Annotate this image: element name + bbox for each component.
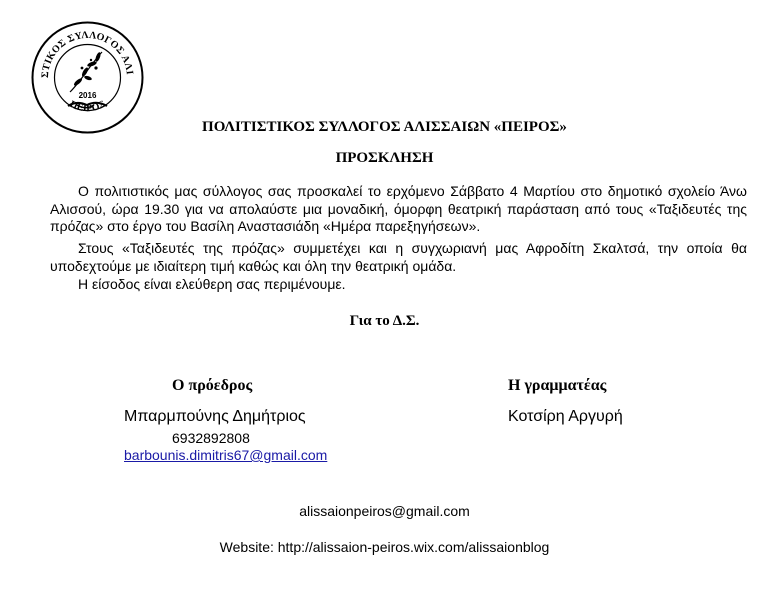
club-email: alissaionpeiros@gmail.com <box>299 503 470 519</box>
organization-title: ΠΟΛΙΤΙΣΤΙΚΟΣ ΣΥΛΛΟΓΟΣ ΑΛΙΣΣΑΙΩΝ «ΠΕΙΡΟΣ» <box>202 119 567 135</box>
board-signature: Για το Δ.Σ. <box>349 313 420 329</box>
olive-branch-handshake-seal-icon <box>30 20 145 135</box>
logo-ring-text: ΣΤΙΚΟΣ ΣΥΛΛΟΓΟΣ ΑΛΙ <box>39 29 135 79</box>
president-heading: Ο πρόεδρος <box>172 377 253 394</box>
logo-year: 2016 <box>78 91 97 100</box>
document-title: ΠΡΟΣΚΛΗΣΗ <box>335 150 434 166</box>
secretary-name: Κοτσίρη Αργυρή <box>508 408 623 425</box>
president-email-link[interactable]: barbounis.dimitris67@gmail.com <box>124 447 328 463</box>
president-name: Μπαρμπούνης Δημήτριος <box>124 408 306 425</box>
participant-paragraph: Στους «Ταξιδευτές της πρόζας» συμμετέχει και η συγχωριανή μας Αφροδίτη Σκαλτσά, την οποία θα υποδεχτούμε με ιδιαίτερη τιμή καθώς και όλη την θεατρική ομάδα. <box>50 240 747 274</box>
club-logo <box>30 20 145 135</box>
entry-paragraph: Η είσοδος είναι ελεύθερη σας περιμένουμε. <box>78 276 346 292</box>
president-phone: 6932892808 <box>172 430 250 446</box>
invitation-paragraph: Ο πολιτιστικός μας σύλλογος σας προσκαλεί το ερχόμενο Σάββατο 4 Μαρτίου στο δημοτικό σχολείο Άνω Αλισσού, ώρα 19.30 για να απολαύστε μια μοναδική, όμορφη θεατρική παράσταση από τους «Ταξιδευτές της πρόζας» στο έργο του Βασίλη Αναστασιάδη «Ημέρα παρεξηγήσεων». <box>50 183 747 234</box>
logo-bottom-text: ΠΕΙΡΟΣ <box>67 98 108 115</box>
secretary-heading: Η γραμματέας <box>508 377 607 394</box>
website-line: Website: http://alissaion-peiros.wix.com/alissaionblog <box>219 539 550 555</box>
